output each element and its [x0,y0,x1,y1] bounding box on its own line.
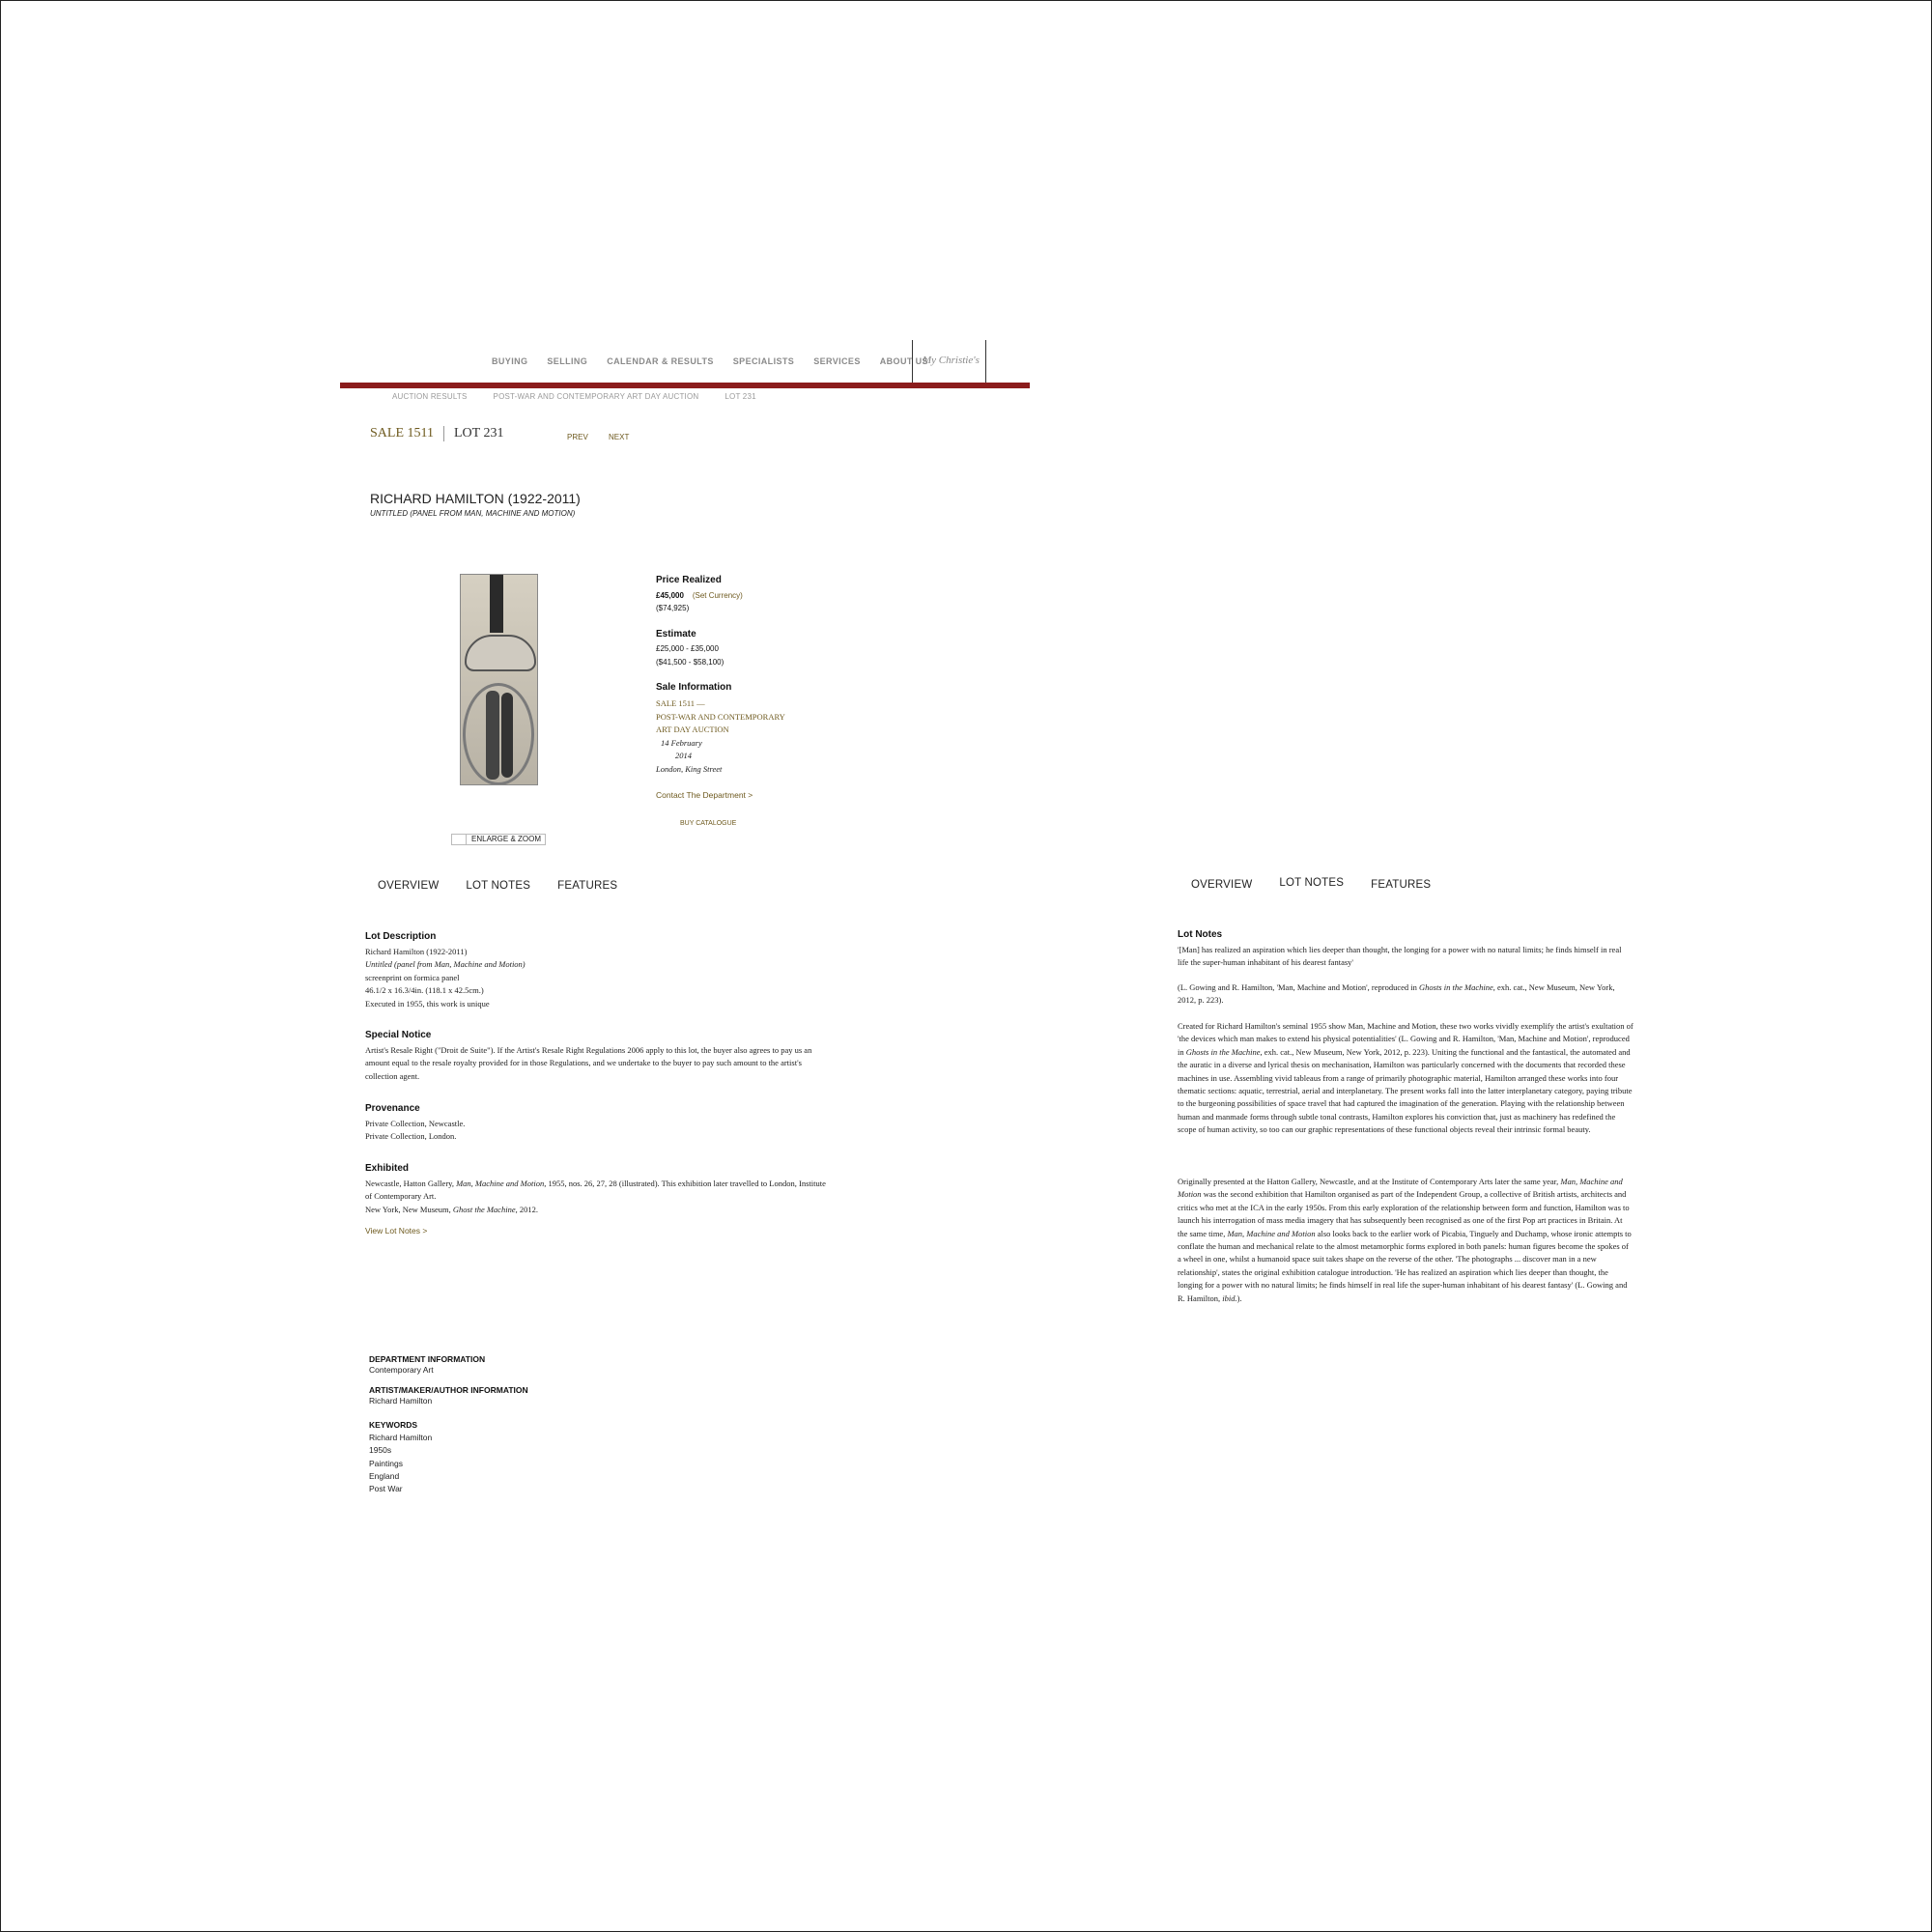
keyword-link[interactable]: Paintings [369,1458,403,1468]
sale-information-label: Sale Information [656,682,732,693]
description-line: screenprint on formica panel [365,972,460,982]
view-lot-notes-link[interactable]: View Lot Notes > [365,1226,428,1236]
text: ). [1236,1293,1242,1303]
sale-date: 14 February [661,737,702,748]
enlarge-zoom-label: ENLARGE & ZOOM [471,835,542,843]
exhibited-line [365,1204,829,1216]
lot-notes-paragraph [1178,1176,1634,1305]
text: was the second exhibition that Hamilton organised as part of the Independent Group, a collective of British artists, architects and critics who met at the ICA in the early 1950s. From this early exploration of the relationship between form and function, Hamilton was to launch his interrogation of mass media imagery that has subsequently been recognised as one of the first Pop art practices in Britain. At the same time, [1178,1189,1630,1238]
tab-features[interactable]: FEATURES [557,880,618,892]
text: Ghosts in the Machine [1185,1046,1261,1057]
special-notice-label: Special Notice [365,1030,432,1040]
prev-link[interactable]: PREV [567,433,588,441]
lot-notes-paragraph [1178,1020,1634,1137]
artist-info-label: ARTIST/MAKER/AUTHOR INFORMATION [369,1385,528,1395]
exhibited-line [365,1178,829,1204]
next-link[interactable]: NEXT [609,433,630,441]
text: also looks back to the earlier work of Picabia, Tinguely and Duchamp, whose ironic attempts to conflate the human and mechanical relate to the almost metamorphic forms explored in both panels: human figures become the spokes of a wheel in one, whilst a humanoid space suit takes shape on the reverse of the other. 'The photographs ... discover man in a new relationship', states the original exhibition catalogue introduction. 'He has realized an aspiration which lies deeper than thought, the longing for a power with no natural limits; he finds himself in real life the super-human inhabitant of his dearest fantasy' (L. Gowing and R. Hamilton, [1178,1228,1632,1303]
text: Newcastle, Hatton Gallery, [365,1179,457,1188]
header-divider [340,383,1030,388]
special-notice: Artist's Resale Right ("Droit de Suite"). If the Artist's Resale Right Regulations 2006 apply to this lot, the buyer also agrees to pay us an amount equal to the resale royalty provided for in those Regulations, and we undertake to the buyer to pay such amount to the artist's collection agent. [365,1045,812,1081]
department-info-label: DEPARTMENT INFORMATION [369,1354,486,1364]
text: Ghost the Machine [452,1204,516,1214]
sale-info-line[interactable]: POST-WAR AND CONTEMPORARY [656,711,785,722]
text: , 1955, nos. 26, 27, 28 (illustrated). This exhibition later travelled to London, Institute of Contemporary Art. [365,1179,826,1202]
nav-calendar-results[interactable]: CALENDAR & RESULTS [607,356,714,366]
nav-about-us[interactable]: ABOUT US [879,356,928,366]
nav-specialists[interactable]: SPECIALISTS [732,356,795,366]
department-value[interactable]: Contemporary Art [369,1365,434,1375]
price-realized-gbp: £45,000 [656,591,684,600]
lot-description [365,946,829,1010]
nav-services[interactable]: SERVICES [813,356,861,366]
estimate-usd: ($41,500 - $58,100) [656,658,724,667]
keyword-link[interactable]: England [369,1470,400,1481]
tab-features[interactable]: FEATURES [1371,879,1432,891]
artist-info-value[interactable]: Richard Hamilton [369,1396,433,1406]
text: Man, Machine and Motion [456,1179,545,1188]
nav-selling[interactable]: SELLING [547,356,588,366]
text: New York, New Museum, [365,1204,453,1214]
my-christies-link[interactable] [912,340,986,384]
breadcrumb-auction-results[interactable]: AUCTION RESULTS [392,392,468,401]
sale-location: London, King Street [656,763,723,774]
sale-info-line[interactable]: ART DAY AUCTION [656,724,729,735]
estimate-label: Estimate [656,629,696,639]
text: Man, Machine and Motion [1178,1177,1623,1200]
keyword-link[interactable]: 1950s [369,1445,392,1456]
text: (L. Gowing and R. Hamilton, 'Man, Machine and Motion', reproduced in [1178,982,1419,992]
contact-department-link[interactable]: Contact The Department > [656,790,753,800]
lot-title: UNTITLED (PANEL FROM MAN, MACHINE AND MOTION) [370,509,576,518]
provenance-line: Private Collection, London. [365,1131,457,1142]
text: , exh. cat., New Museum, New York, 2012, p. 223). Uniting the functional and the fantastical, the automated and the auratic in a diverse and lyrical thesis on mechanisation, Hamilton was particularly concerned with the documents that recorded these machines in use. Assembling vivid tableaus from a range of primarily photographic material, Hamilton arranged these works into four thematic sections: aquatic, terrestrial, aerial and interplanetary. The present works fall into the latter interplanetary category, paying tribute to the burgeoning possibilities of space travel that had captured the imagination of the generation. Playing with the relationship between human and manmade forms through subtle tonal contrasts, Hamilton explores his conviction that, just as machinery has redefined the scope of human activity, so too can our graphic representations of these functional objects reveal their intrinsic formal beauty. [1178,1046,1633,1135]
provenance-label: Provenance [365,1103,420,1114]
price-realized-label: Price Realized [656,575,722,585]
lot-notes-label: Lot Notes [1178,929,1223,940]
estimate-gbp: £25,000 - £35,000 [656,644,719,653]
lot-tabs-left [378,880,644,892]
breadcrumb [392,392,782,401]
artwork-car-shape [465,635,536,671]
artist-name: RICHARD HAMILTON (1922-2011) [370,491,581,506]
tab-overview[interactable]: OVERVIEW [1191,879,1253,891]
artwork-image[interactable] [460,574,538,785]
provenance-line: Private Collection, Newcastle. [365,1119,466,1128]
divider [443,426,444,441]
text: Ghosts in the Machine [1419,982,1493,992]
enlarge-zoom-button[interactable] [451,834,546,845]
text: Man, Machine and Motion [1227,1228,1316,1238]
description-line: Executed in 1955, this work is unique [365,998,490,1009]
set-currency-link[interactable]: (Set Currency) [692,591,743,600]
sale-lot-header [370,426,503,441]
tab-lot-notes[interactable]: LOT NOTES [466,880,531,892]
lot-notes-paragraph: '[Man] has realized an aspiration which lies deeper than thought, the longing for a power with no natural limits; he finds himself in real life the super-human inhabitant of his dearest fantasy' [1178,945,1622,968]
sale-number[interactable]: SALE 1511 [370,426,434,440]
price-realized-usd: ($74,925) [656,604,690,612]
nav-buying[interactable]: BUYING [492,356,528,366]
sale-information [656,697,785,777]
lot-tabs-right [1191,879,1458,891]
artwork-pole-shape [490,575,503,633]
keyword-link[interactable]: Richard Hamilton [369,1433,433,1442]
lot-notes-paragraph [1178,981,1634,1008]
text: , exh. cat., New Museum, New York, 2012, p. 223). [1178,982,1615,1006]
sale-info-line[interactable]: SALE 1511 — [656,698,705,708]
keyword-link[interactable]: Post War [369,1484,403,1494]
tab-overview[interactable]: OVERVIEW [378,880,440,892]
artwork-figure-shape [501,693,513,778]
keywords-list [369,1432,432,1495]
exhibited [365,1178,829,1216]
text: ibid. [1222,1293,1237,1303]
exhibited-label: Exhibited [365,1163,410,1174]
breadcrumb-sale[interactable]: POST-WAR AND CONTEMPORARY ART DAY AUCTION [493,392,699,401]
sale-year: 2014 [675,751,692,761]
zoom-icon [452,835,467,844]
text: , 2012. [515,1204,538,1214]
text: Created for Richard Hamilton's seminal 1955 show Man, Machine and Motion, these two works vividly exemplify the artist's exultation of 'the devices which man makes to extend his physical potentialities' (L. Gowing and R. Hamilton, 'Man, Machine and Motion', reproduced in [1178,1021,1634,1057]
price-realized [656,591,743,600]
lot-number: LOT 231 [453,426,504,440]
breadcrumb-lot[interactable]: LOT 231 [724,392,756,401]
tab-lot-notes[interactable]: LOT NOTES [1279,877,1345,889]
lot-description-label: Lot Description [365,931,437,942]
artwork-figure-shape [486,691,499,780]
my-christies-label: My Christie's [923,355,980,366]
text: Originally presented at the Hatton Gallery, Newcastle, and at the Institute of Contemporary Arts later the same year, [1178,1177,1561,1186]
main-nav [492,356,948,366]
description-line: Untitled (panel from Man, Machine and Motion) [365,959,526,970]
buy-catalogue-link[interactable]: BUY CATALOGUE [680,820,737,827]
provenance [365,1118,829,1144]
keywords-label: KEYWORDS [369,1420,418,1430]
description-line: Richard Hamilton (1922-2011) [365,947,468,956]
description-line: 46.1/2 x 16.3/4in. (118.1 x 42.5cm.) [365,985,484,996]
